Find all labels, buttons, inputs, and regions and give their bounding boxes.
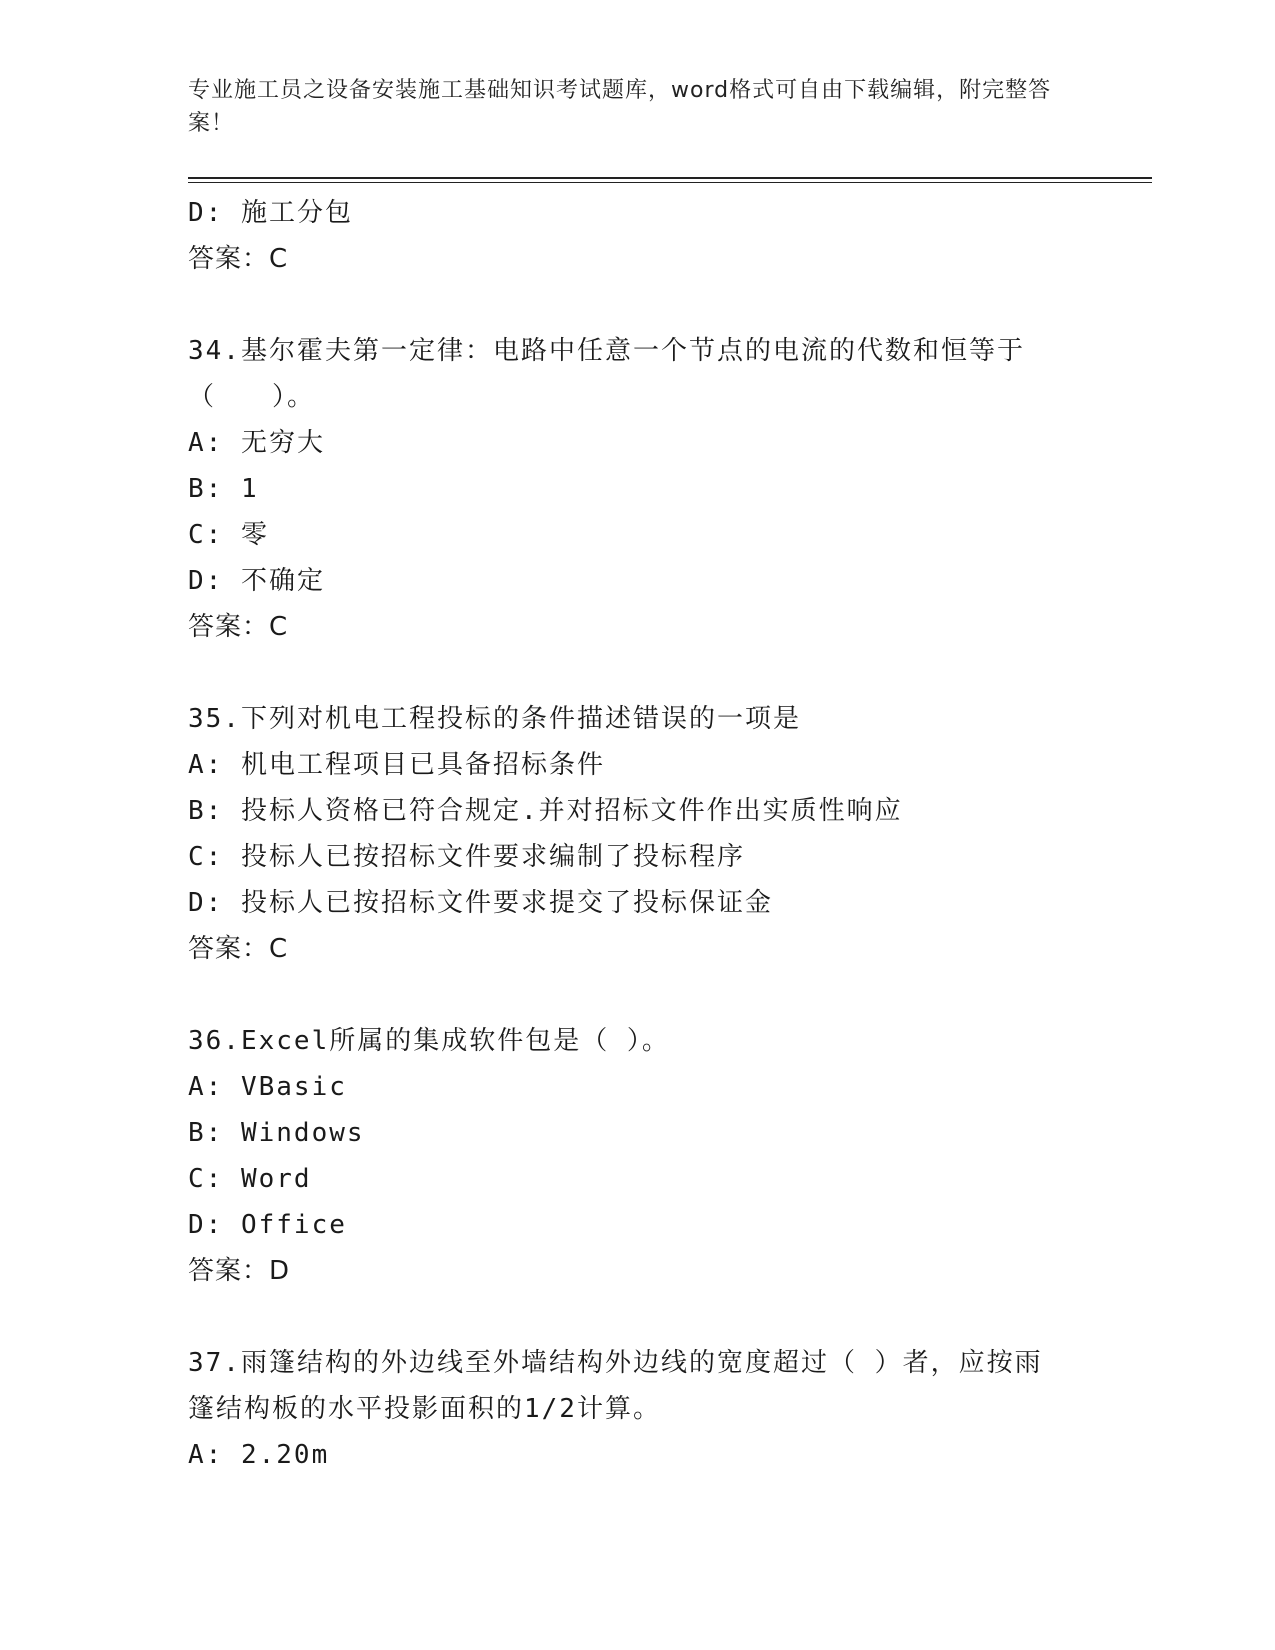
- option-c: C: 零: [188, 520, 269, 550]
- answer: 答案：C: [188, 612, 289, 642]
- spacer: [188, 1294, 1088, 1340]
- option-b: B: 1: [188, 474, 259, 504]
- question-34: [188, 328, 1088, 650]
- prev-answer: 答案：C: [188, 244, 289, 274]
- spacer: [188, 650, 1088, 696]
- option-c: C: 投标人已按招标文件要求编制了投标程序: [188, 842, 745, 872]
- answer: 答案：C: [188, 934, 289, 964]
- document-header: 专业施工员之设备安装施工基础知识考试题库，word格式可自由下载编辑，附完整答案！: [188, 78, 1052, 136]
- option-d: D: 投标人已按招标文件要求提交了投标保证金: [188, 888, 773, 918]
- option-a: A: 2.20m: [188, 1440, 330, 1470]
- option-a: A: 机电工程项目已具备招标条件: [188, 750, 605, 780]
- option-a: A: 无穷大: [188, 428, 325, 458]
- question-stem: 35.下列对机电工程投标的条件描述错误的一项是: [188, 704, 801, 734]
- question-stem: 37.雨篷结构的外边线至外墙结构外边线的宽度超过（ ）者，应按雨篷结构板的水平投影面积的1/2计算。: [188, 1348, 1043, 1424]
- spacer: [188, 972, 1088, 1018]
- option-d: D: Office: [188, 1210, 347, 1240]
- answer: 答案：D: [188, 1256, 291, 1286]
- header-rule-thick: [188, 177, 1152, 179]
- question-list: [188, 190, 1088, 1478]
- option-c: C: Word: [188, 1164, 312, 1194]
- option-b: B: Windows: [188, 1118, 365, 1148]
- option-d: D: 不确定: [188, 566, 325, 596]
- option-b: B: 投标人资格已符合规定.并对招标文件作出实质性响应: [188, 796, 903, 826]
- question-stem: 36.Excel所属的集成软件包是（ ）。: [188, 1026, 670, 1056]
- header-rule-thin: [188, 182, 1152, 183]
- option-a: A: VBasic: [188, 1072, 347, 1102]
- question-36: [188, 1018, 1088, 1294]
- question-37: [188, 1340, 1088, 1478]
- prev-option-d: D: 施工分包: [188, 198, 353, 228]
- question-35: [188, 696, 1088, 972]
- question-stem: 34.基尔霍夫第一定律：电路中任意一个节点的电流的代数和恒等于（ ）。: [188, 336, 1025, 412]
- spacer: [188, 282, 1088, 328]
